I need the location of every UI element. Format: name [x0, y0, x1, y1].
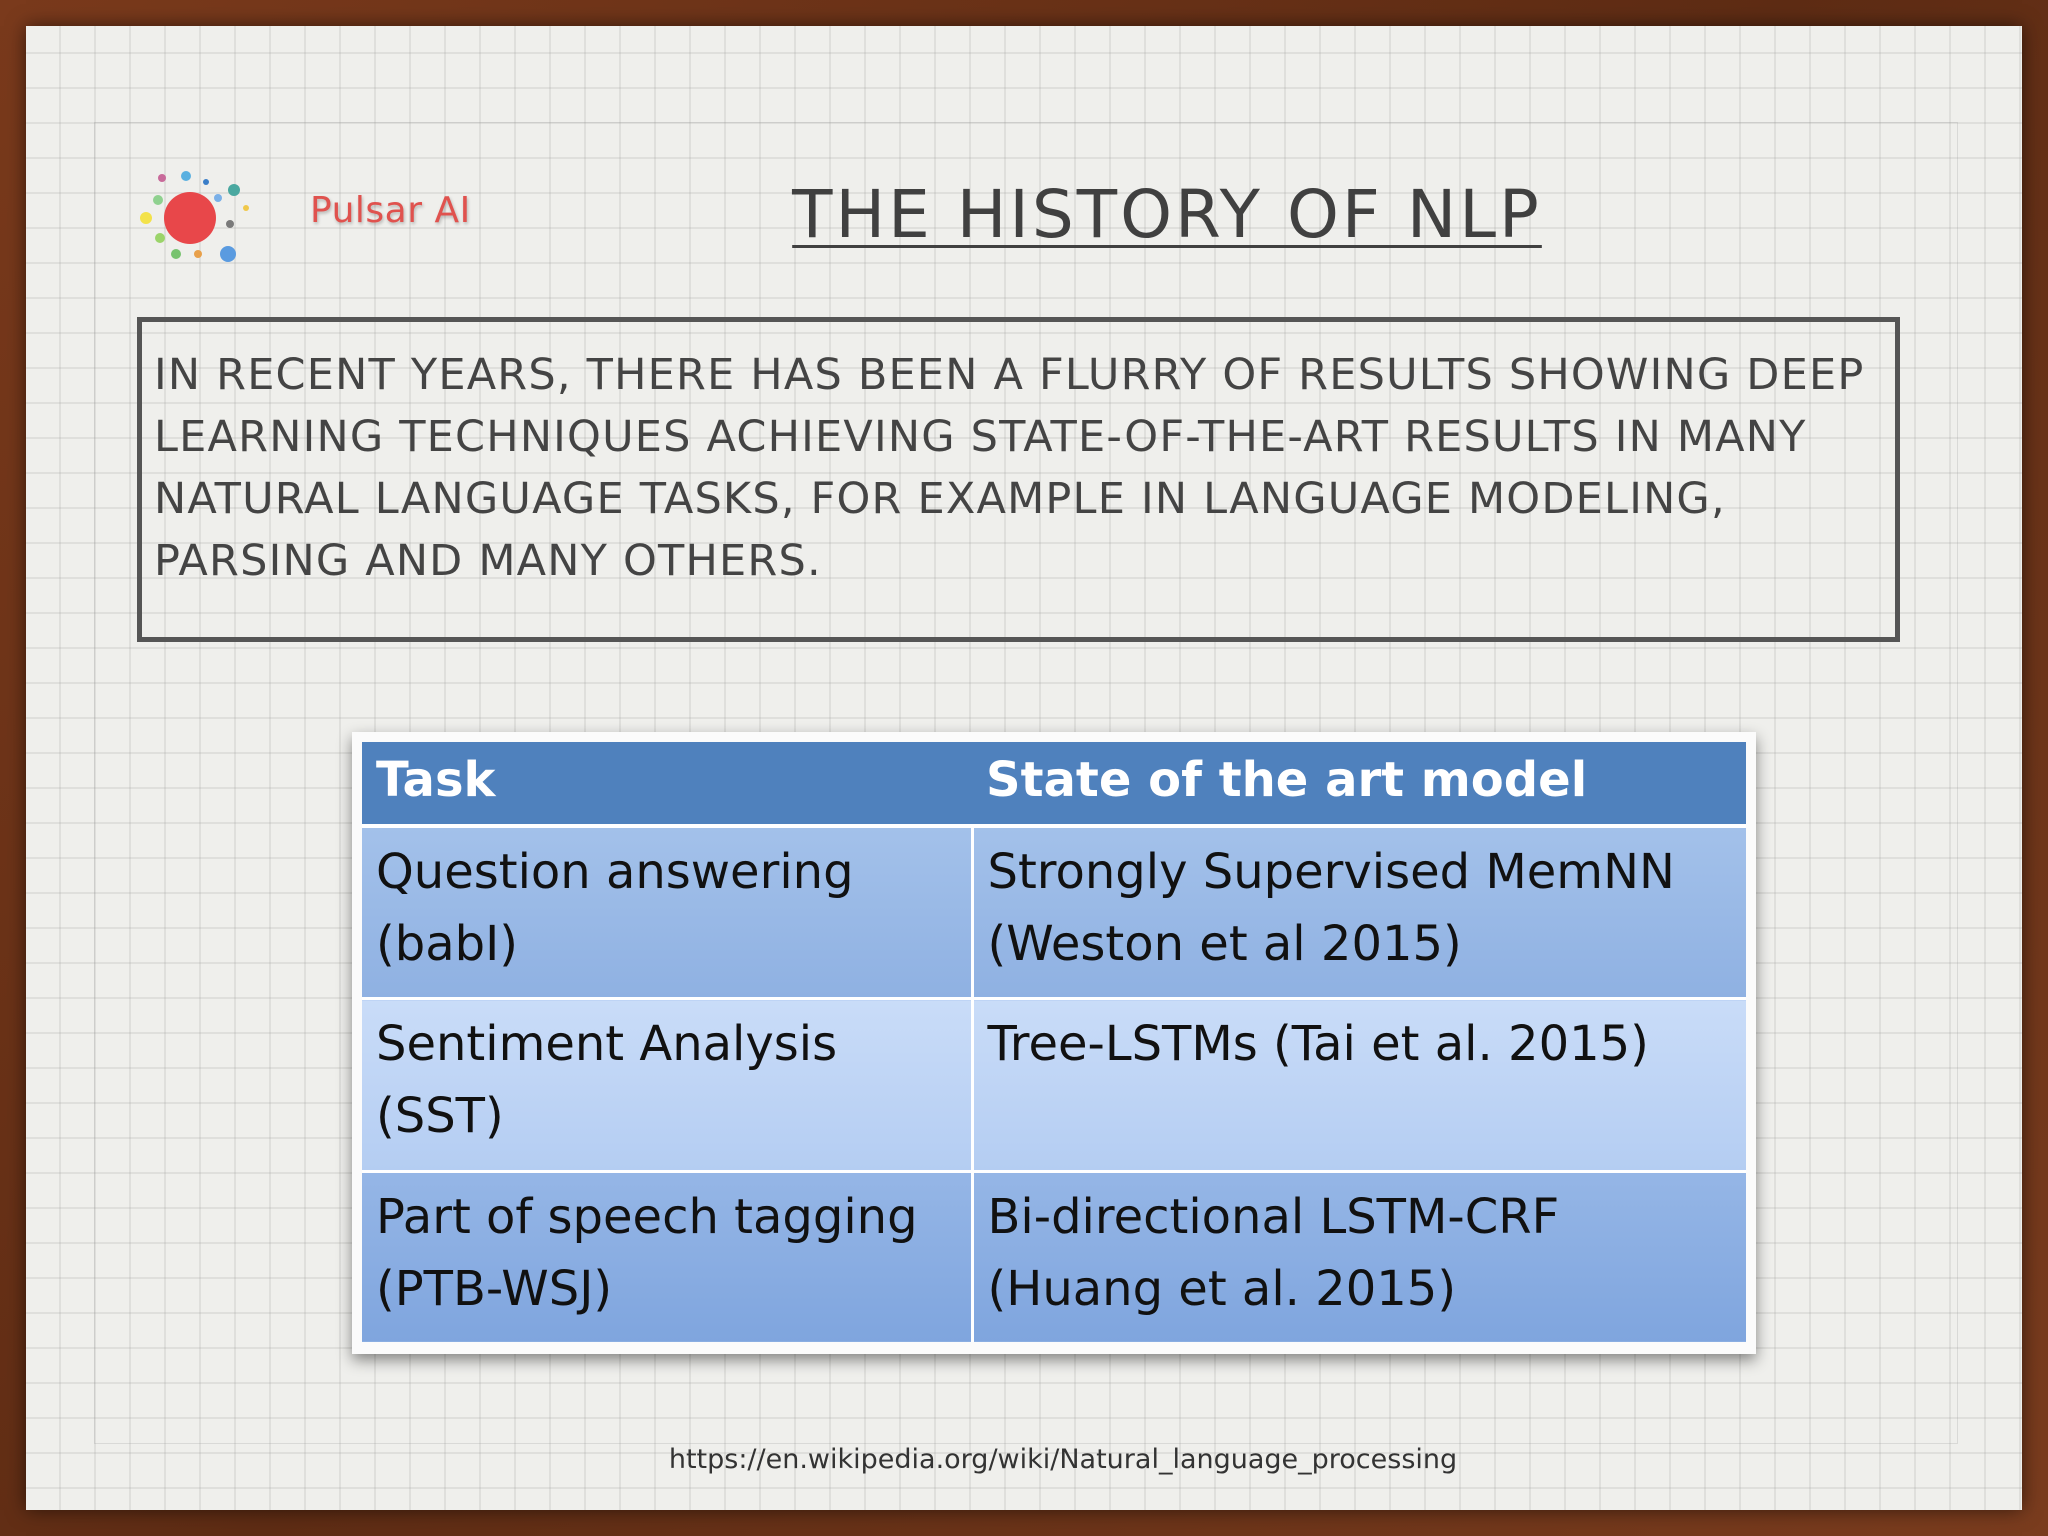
task-cell	[362, 826, 972, 999]
task-line: (SST)	[376, 1088, 504, 1145]
model-cell	[972, 826, 1746, 999]
model-line: Strongly Supervised MemNN	[987, 844, 1675, 900]
source-link-text: https://en.wikipedia.org/wiki/Natural_language_processing	[668, 1444, 1458, 1475]
task-line: Part of speech tagging	[376, 1188, 918, 1245]
task-line: (PTB-WSJ)	[376, 1260, 613, 1317]
model-line: Tree-LSTMs (Tai et al. 2015)	[987, 1016, 1649, 1073]
sota-table	[362, 742, 1746, 1342]
logo-text: Pulsar AI	[310, 190, 471, 231]
model-cell	[972, 999, 1746, 1171]
table-row	[362, 826, 1746, 999]
table-row	[362, 1171, 1746, 1342]
model-line: (Huang et al. 2015)	[987, 1260, 1457, 1317]
table-header-row	[362, 742, 1746, 826]
intro-text: IN RECENT YEARS, THERE HAS BEEN A FLURRY OF RESULTS SHOWING DEEP LEARNING TECHNIQUES ACHIEVING STATE-OF-THE-ART RESULTS IN MANY NATURAL LANGUAGE TASKS, FOR EXAMPLE IN LANGUAGE MODELING, PARSING AND MANY OTHERS.	[154, 350, 1865, 586]
model-cell	[972, 1171, 1746, 1342]
table-row	[362, 999, 1746, 1171]
header-task: Task	[362, 742, 972, 826]
model-line: Bi-directional LSTM-CRF	[987, 1188, 1560, 1245]
page-title	[26, 176, 2022, 253]
slide	[26, 26, 2022, 1510]
source-link[interactable]	[26, 1444, 2022, 1475]
model-line: (Weston et al 2015)	[987, 916, 1462, 972]
sota-table-container	[352, 732, 1756, 1354]
header-model: State of the art model	[972, 742, 1746, 826]
task-cell	[362, 999, 972, 1171]
page-title-text: THE HISTORY OF NLP	[792, 176, 1542, 253]
task-line: (babI)	[376, 916, 518, 972]
task-line: Question answering	[376, 844, 854, 900]
task-line: Sentiment Analysis	[376, 1016, 838, 1073]
intro-box	[137, 317, 1900, 642]
task-cell	[362, 1171, 972, 1342]
